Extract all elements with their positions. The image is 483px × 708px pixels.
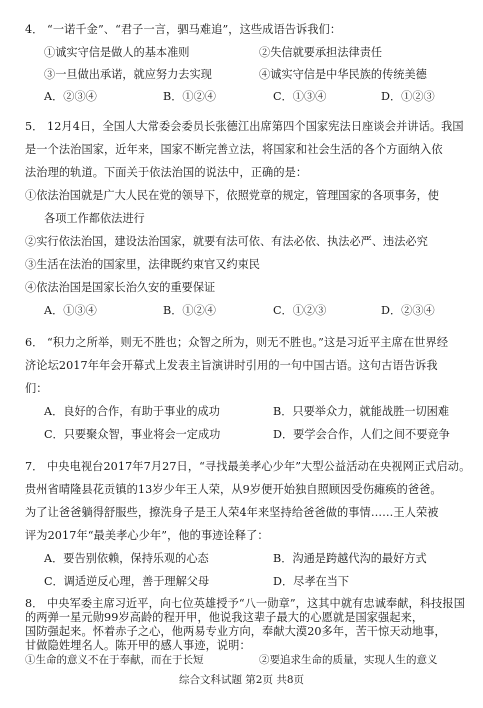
question-stem: 是一个法治国家，近年来，国家不断完善立法，将国家和社会生活的各个方面纳入依 [25, 143, 443, 156]
option-b: B．①②④ [163, 304, 216, 317]
question-stem: 为了让爸爸躺得舒服些，擦洗身子是王人荣4年来坚持给爸爸做的事情……王人荣被 [25, 506, 439, 519]
statement: ③生活在法治的国家里，法律既约束官又约束民 [25, 258, 260, 271]
statement: ②失信就要承担法律责任 [259, 46, 383, 59]
option-b: B．沟通是跨越代沟的最好方式 [273, 552, 427, 565]
question-stem: 们： [25, 382, 48, 395]
option-c: C．调适逆反心理，善于理解父母 [44, 575, 210, 588]
page-footer: 综合文科试题 第2页 共8页 [178, 674, 305, 686]
question-number: 5． [25, 120, 44, 133]
statement: 各项工作都依法进行 [44, 212, 145, 225]
option-c: C．①③④ [273, 90, 327, 103]
question-stem: 法治理的轨道。下面关于依法治国的说法中，正确的是： [25, 166, 308, 179]
question-number: 6． [25, 336, 44, 349]
question-stem: 的两弹一星元勋99岁高龄的程开甲，他说我这辈子最大的心愿就是国家强起来， [25, 611, 424, 624]
question-stem: 国防强起来。怀着赤子之心，他两易专业方向，奉献大漠20多年，苦干惊天动地事， [25, 625, 446, 638]
question-stem: 12月4日，全国人大常委会委员长张德江出席第四个国家宪法日座谈会并讲话。我国 [47, 120, 464, 133]
option-a: A．良好的合作，有助于事业的成功 [44, 405, 220, 418]
question-stem: “积力之所举，则无不胜也；众智之所为，则无不胜也。”这是习近平主席在世界经 [47, 336, 449, 349]
question-stem: 济论坛2017年年会开幕式上发表主旨演讲时引用的一句中国古语。这句古语告诉我 [25, 359, 438, 372]
option-d: D．①②③ [381, 90, 435, 103]
option-d: D．②③④ [381, 304, 435, 317]
question-number: 7． [25, 460, 44, 473]
question-stem: 贵州省晴隆县花贡镇的13岁少年王人荣，从9岁便开始独自照顾因受伤瘫痪的爸爸。 [25, 483, 442, 496]
option-a: A．要告别依赖，保持乐观的心态 [44, 552, 209, 565]
option-b: B．只要举众力，就能战胜一切困难 [273, 405, 450, 418]
statement: ③一旦做出承诺，就应努力去实现 [44, 68, 212, 81]
statement: ①诚实守信是做人的基本准则 [44, 46, 190, 59]
option-b: B．①②④ [163, 90, 216, 103]
question-number: 4． [25, 23, 44, 36]
question-stem: “一诺千金”、“君子一言，驷马难追”，这些成语告诉我们： [47, 23, 342, 36]
statement: ①生命的意义不在于奉献，而在于长短 [25, 654, 204, 666]
question-number: 8． [25, 597, 44, 610]
statement: ①依法治国就是广大人民在党的领导下，依照党章的规定，管理国家的各项事务，使 [25, 189, 439, 202]
statement: ④诚实守信是中华民族的传统美德 [259, 68, 427, 81]
statement: ④依法治国是国家长治久安的重要保证 [25, 281, 216, 294]
option-a: A．①③④ [44, 304, 97, 317]
question-stem: 中央军委主席习近平，向七位英雄授予“八一勋章”，这其中就有忠诚奉献，科技报国 [47, 597, 465, 610]
question-stem: 甘做隐姓埋名人。陈开甲的感人事迹，说明： [25, 639, 251, 652]
option-d: D．尽孝在当下 [273, 575, 350, 588]
statement: ②实行依法治国，建设法治国家，就要有法可依、有法必依、执法必严、违法必究 [25, 235, 428, 248]
option-c: C．只要聚众智，事业将会一定成功 [44, 428, 221, 441]
option-a: A．②③④ [44, 90, 97, 103]
question-stem: 中央电视台2017年7月27日，“寻找最美孝心少年”大型公益活动在央视网正式启动。 [47, 460, 471, 473]
statement: ②要追求生命的质量，实现人生的意义 [259, 654, 438, 666]
option-c: C．①②③ [273, 304, 327, 317]
option-d: D．要学会合作，人们之间不要竞争 [273, 428, 450, 441]
question-stem: 评为2017年“最美孝心少年”，他的事迹诠释了： [25, 529, 269, 542]
